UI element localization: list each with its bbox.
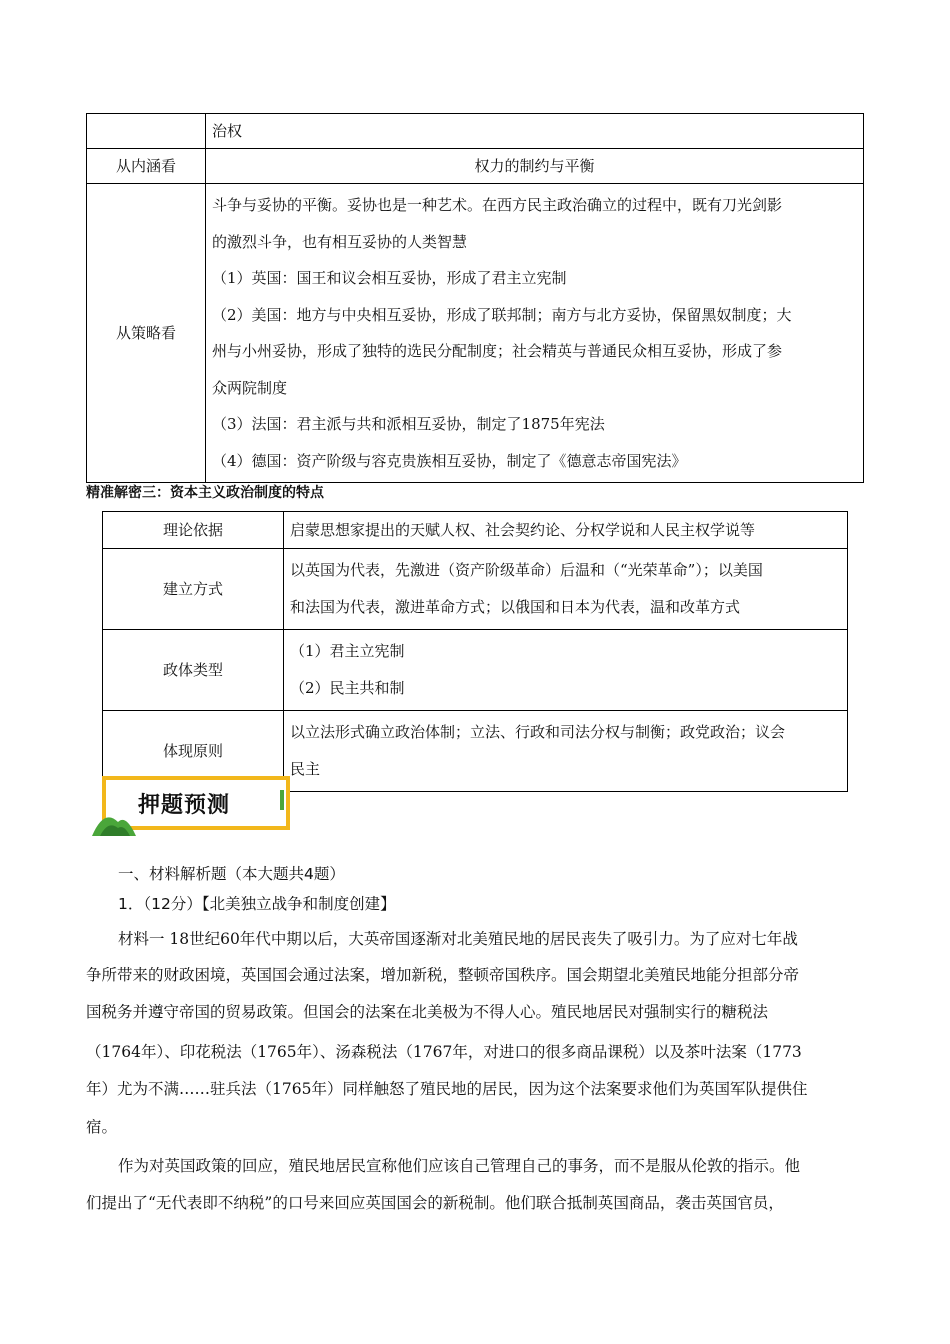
text-line: （3）法国：君主派与共和派相互妥协，制定了1875年宪法	[212, 415, 605, 433]
row-label: 理论依据	[103, 512, 284, 549]
row-label: 体现原则	[103, 711, 284, 792]
text-line: 国税务并遵守帝国的贸易政策。但国会的法案在北美极为不得人心。殖民地居民对强制实行的糖税法	[86, 1003, 769, 1021]
row-value-celue	[206, 184, 864, 483]
table-cell: 治权	[206, 114, 864, 149]
text-line: （1）君主立宪制	[290, 642, 405, 660]
text-line: 众两院制度	[212, 378, 288, 397]
question-section-title: 一、材料解析题（本大题共4题）	[118, 865, 345, 883]
section-title: 精准解密三：资本主义政治制度的特点	[86, 485, 324, 501]
row-label: 建立方式	[103, 549, 284, 630]
table-cell	[87, 114, 206, 149]
prediction-banner	[98, 774, 294, 836]
table-capitalist-features	[102, 511, 848, 792]
text-line: （2）民主共和制	[290, 679, 405, 697]
row-label-neihan: 从内涵看	[87, 149, 206, 184]
text-line: 以立法形式确立政治体制；立法、行政和司法分权与制衡；政党政治；议会	[290, 723, 786, 741]
row-value	[284, 711, 848, 792]
hill-icon	[90, 804, 140, 838]
text-line: 民主	[290, 760, 321, 778]
text-line: （1）英国：国王和议会相互妥协，形成了君主立宪制	[212, 269, 567, 287]
text-line: 争所带来的财政困境，英国国会通过法案，增加新税，整顿帝国秩序。国会期望北美殖民地能分担部分帝	[86, 966, 800, 984]
table-row	[87, 114, 864, 149]
row-value-neihan: 权力的制约与平衡	[206, 149, 864, 184]
text-line: （2）美国：地方与中央相互妥协，形成了联邦制；南方与北方妥协，保留黑奴制度；大	[212, 305, 792, 324]
text-line: （1764年）、印花税法（1765年）、汤森税法（1767年，对进口的很多商品课税）以及茶叶法案（1773	[86, 1043, 802, 1061]
text-line: 的激烈斗争，也有相互妥协的人类智慧	[212, 232, 468, 251]
table-row	[87, 149, 864, 184]
text-line: 斗争与妥协的平衡。妥协也是一种艺术。在西方民主政治确立的过程中，既有刀光剑影	[212, 196, 783, 214]
table-row	[87, 184, 864, 483]
table-political-analysis	[86, 113, 864, 483]
text-line: 们提出了“无代表即不纳税”的口号来回应英国国会的新税制。他们联合抵制英国商品，袭击英国官员，	[86, 1194, 784, 1212]
table-row	[103, 512, 848, 549]
table-row	[103, 549, 848, 630]
row-label: 政体类型	[103, 630, 284, 711]
banner-accent-bar	[280, 790, 284, 810]
text-line: 作为对英国政策的回应，殖民地居民宣称他们应该自己管理自己的事务，而不是服从伦敦的指示。他	[118, 1157, 801, 1175]
banner-title: 押题预测	[138, 793, 231, 818]
row-label-celue: 从策略看	[87, 184, 206, 483]
table-row	[103, 630, 848, 711]
row-value	[284, 549, 848, 630]
text-line: 州与小州妥协，形成了独特的选民分配制度；社会精英与普通民众相互妥协，形成了参	[212, 342, 783, 360]
question-heading: 1．（12分）【北美独立战争和制度创建】	[118, 895, 396, 913]
text-line: 年）尤为不满……驻兵法（1765年）同样触怒了殖民地的居民，因为这个法案要求他们为英国军队提供住	[86, 1080, 808, 1098]
text-line: 材料一 18世纪60年代中期以后，大英帝国逐渐对北美殖民地的居民丧失了吸引力。为了应对七年战	[118, 930, 798, 948]
text-line: 以英国为代表，先激进（资产阶级革命）后温和（“光荣革命”）；以美国	[290, 561, 763, 579]
row-value: 启蒙思想家提出的天赋人权、社会契约论、分权学说和人民主权学说等	[284, 512, 848, 549]
text-line: （4）德国：资产阶级与容克贵族相互妥协，制定了《德意志帝国宪法》	[212, 451, 687, 470]
row-value	[284, 630, 848, 711]
text-line: 和法国为代表，激进革命方式；以俄国和日本为代表，温和改革方式	[290, 598, 741, 616]
text-line: 宿。	[86, 1118, 118, 1136]
